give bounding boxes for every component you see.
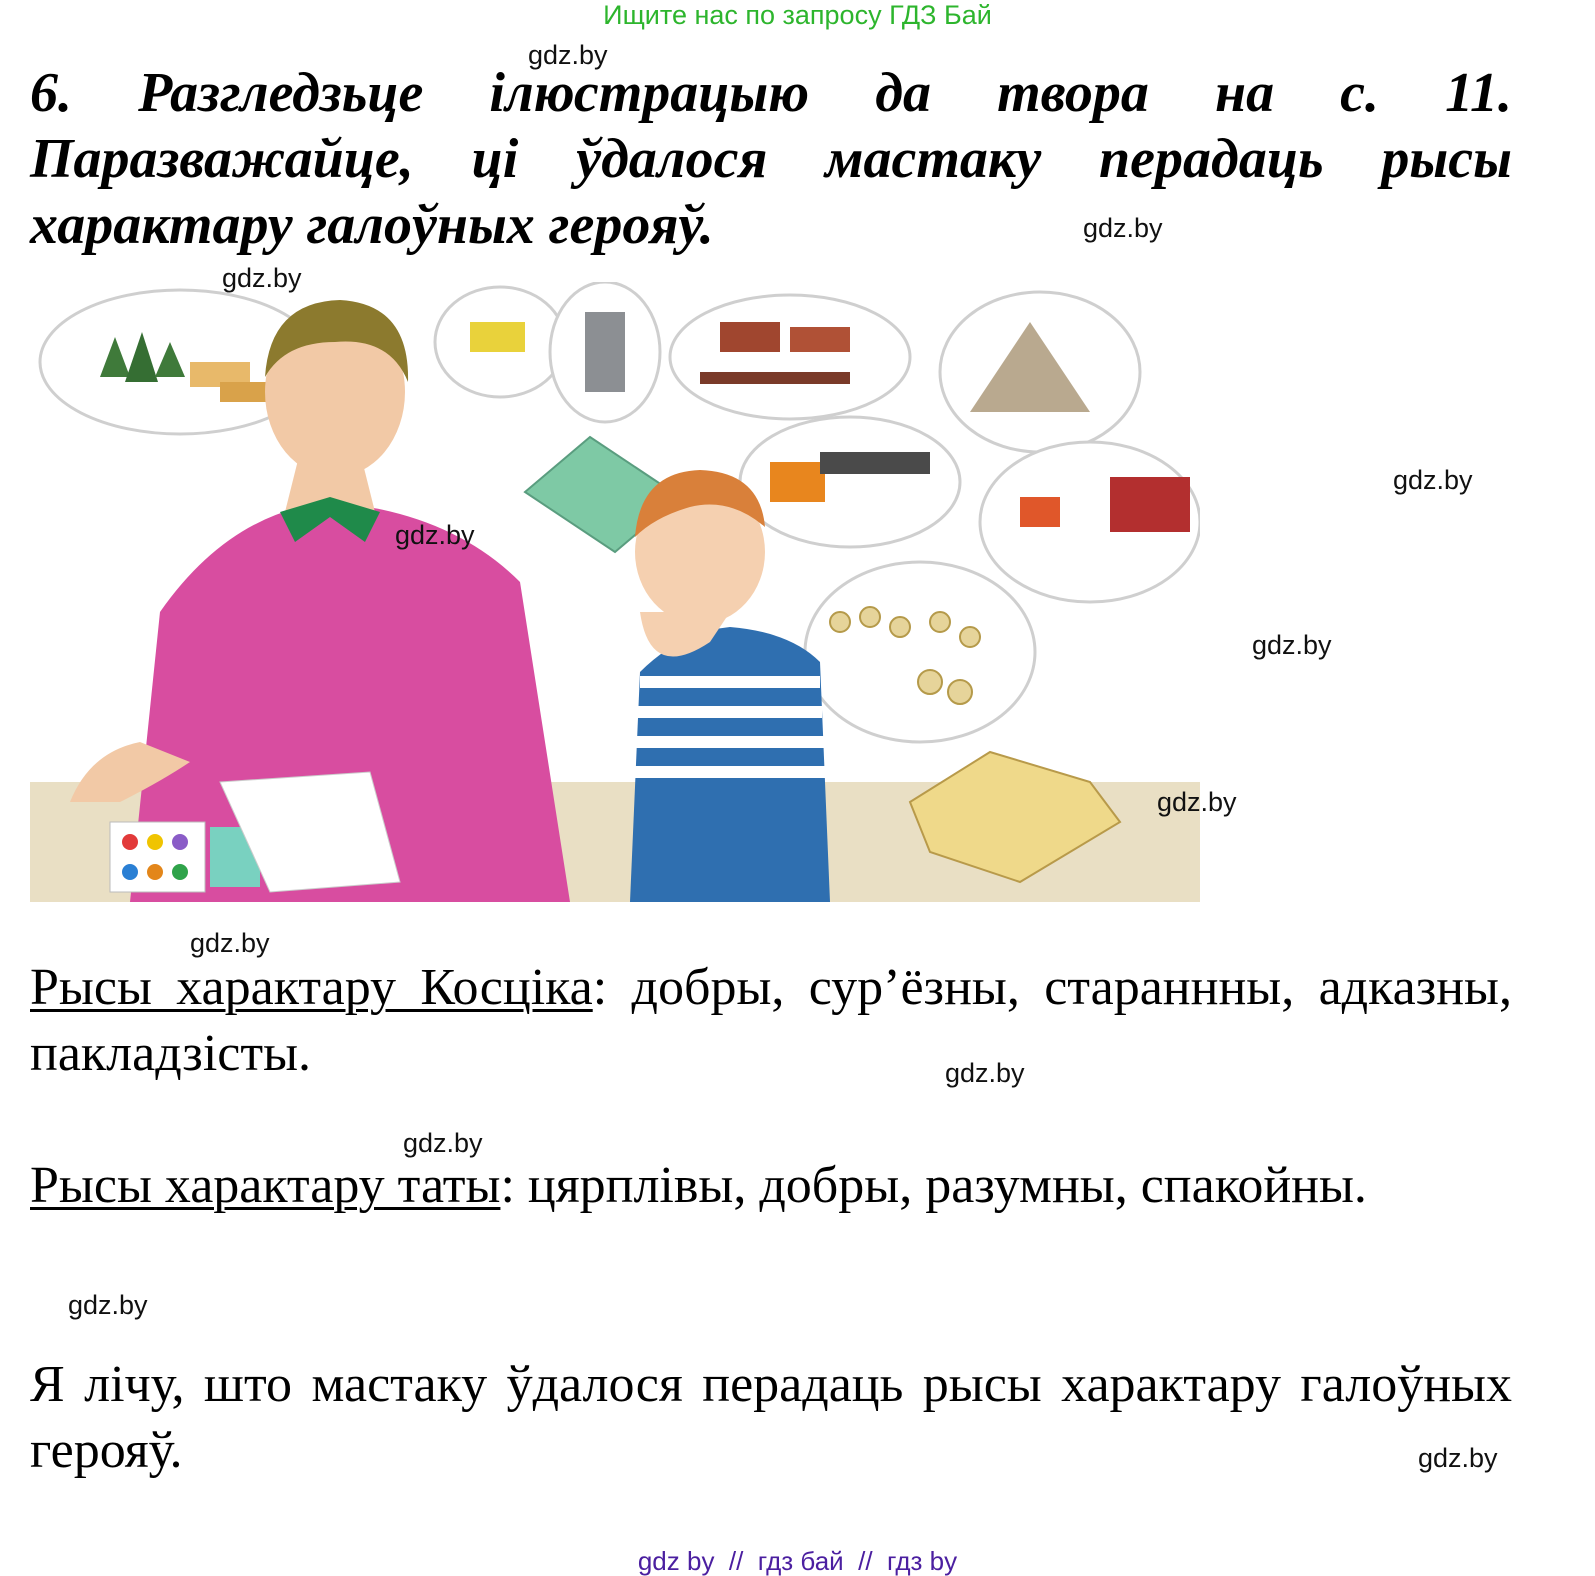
watermark: gdz.by [190, 928, 270, 958]
watermark: gdz.by [1418, 1443, 1498, 1473]
watermark: gdz.by [395, 520, 475, 550]
railcar [720, 322, 780, 352]
wagon [1110, 477, 1190, 532]
watermark: gdz.by [68, 1290, 148, 1320]
bubble-train [670, 295, 910, 419]
watermark: gdz.by [1393, 465, 1473, 495]
conclusion: Я лічу, што мастаку ўдалося перадаць рысы характару галоўных герояў. [30, 1356, 1512, 1479]
furnace [585, 312, 625, 392]
watermark: gdz.by [1083, 213, 1163, 243]
watermark: gdz.by [1157, 787, 1237, 817]
sawmill-machine [470, 322, 525, 352]
tata-label: Рысы характару таты [30, 1157, 501, 1214]
watermark: gdz.by [945, 1058, 1025, 1088]
railcar-2 [790, 327, 850, 352]
promo-banner[interactable]: Ищите нас по запросу ГДЗ Бай [603, 0, 992, 30]
book-illustration [30, 282, 1200, 902]
answer-kostik [30, 955, 1512, 1087]
watermark: gdz.by [403, 1128, 483, 1158]
kostik-label: Рысы характару Косціка [30, 959, 593, 1016]
kostik-traits: : добры, сур’ёзны, стараннны, адказны, пакладзісты. [30, 959, 1512, 1082]
watermark: gdz.by [1252, 630, 1332, 660]
paint-box [110, 822, 260, 892]
excavator [1020, 497, 1060, 527]
tata-traits: : цярплівы, добры, разумны, спакойны. [500, 1157, 1367, 1214]
footer-links[interactable]: gdz by // гдз бай // гдз by [637, 1546, 958, 1576]
task-heading: 6. Разгледзьце ілюстрацыю да твора на с. 11. Паразважайце, ці ўдалося мастаку перадаць рысы характару галоўных герояў. [30, 62, 1512, 256]
flatcar [700, 372, 850, 384]
watermark: gdz.by [222, 263, 302, 293]
bubble-paper-rolls [805, 562, 1035, 742]
watermark: gdz.by [528, 40, 608, 70]
answer-tata [30, 1153, 1512, 1219]
truck-cab [770, 462, 825, 502]
truck-pipes [820, 452, 930, 474]
